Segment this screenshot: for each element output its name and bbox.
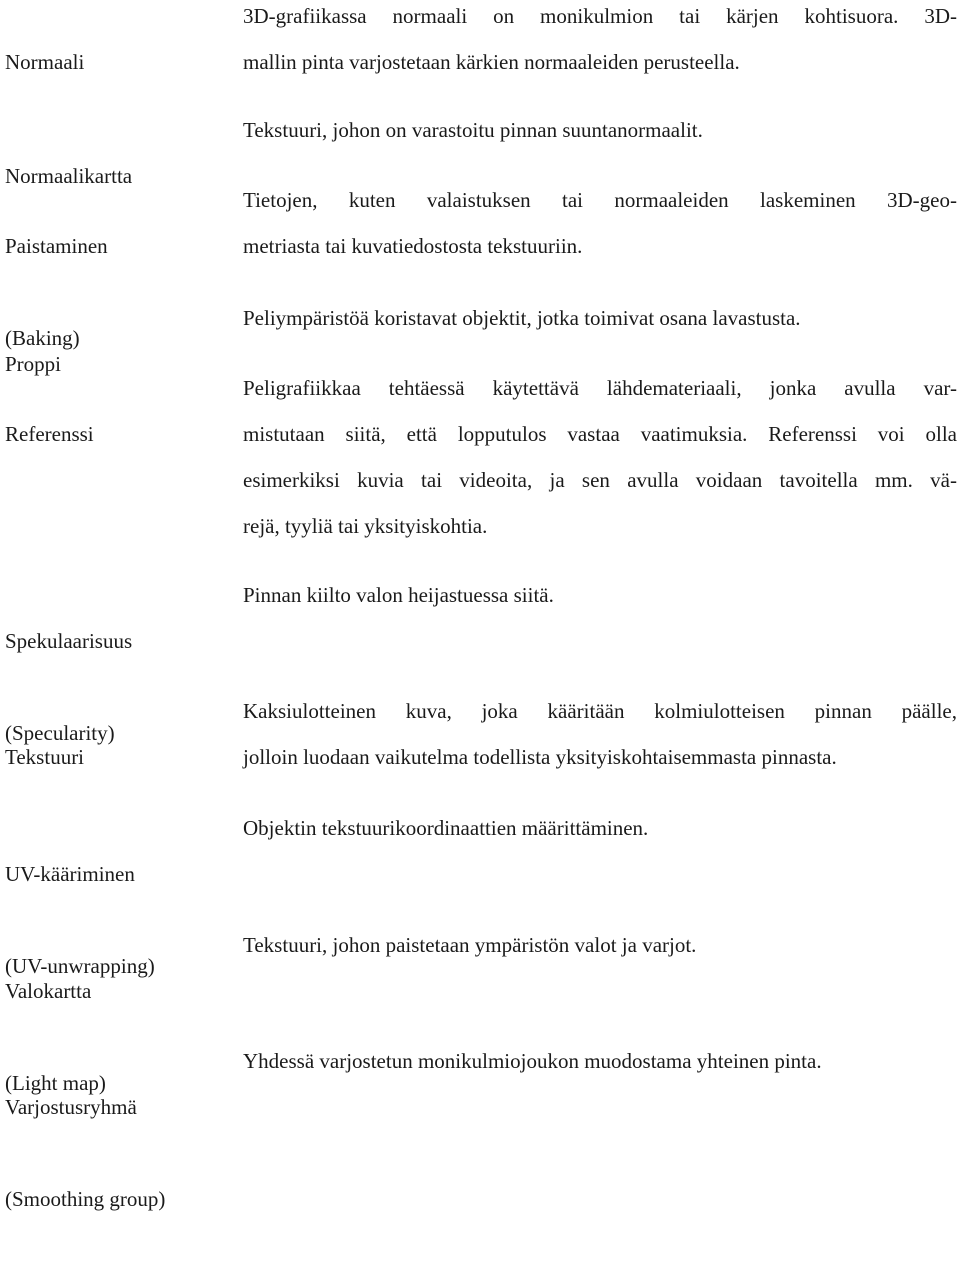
term-line: UV-kääriminen [5, 862, 135, 886]
definition-line: jolloin luodaan vaikutelma todellista yksityiskohtaisemmasta pinnasta. [243, 745, 837, 769]
definition-line: metriasta tai kuvatiedostosta tekstuuriin. [243, 234, 583, 258]
term-line: (Smoothing group) [5, 1187, 166, 1211]
term-line: (Baking) [5, 326, 80, 350]
term-line: Normaali [5, 50, 85, 74]
term-line: Normaalikartta [5, 164, 133, 188]
glossary-definition [243, 0, 957, 85]
definition-line: rejä, tyyliä tai yksityiskohtia. [243, 514, 488, 538]
definition-line: Tekstuuri, johon paistetaan ympäristön valot ja varjot. [243, 933, 697, 957]
definition-line: Yhdessä varjostetun monikulmiojoukon muodostama yhteinen pinta. [243, 1049, 822, 1073]
glossary-definition [243, 295, 957, 341]
glossary-definition [243, 107, 957, 153]
term-line: (Light map) [5, 1071, 106, 1095]
term-line: Referenssi [5, 422, 94, 446]
definition-line: Pinnan kiilto valon heijastuessa siitä. [243, 583, 554, 607]
definition-line: Tekstuuri, johon on varastoitu pinnan suuntanormaalit. [243, 118, 703, 142]
term-line: Varjostusryhmä [5, 1095, 137, 1119]
definition-line: 3D-grafiikassa normaali on monikulmion tai kärjen kohtisuora. 3D- [243, 4, 957, 28]
glossary-definition [243, 177, 957, 269]
term-line: Spekulaarisuus [5, 629, 133, 653]
glossary-definition [243, 1038, 957, 1084]
term-line: Tekstuuri [5, 745, 85, 769]
glossary-definition [243, 805, 957, 851]
definition-line: mistutaan siitä, että lopputulos vastaa vaatimuksia. Referenssi voi olla [243, 422, 957, 446]
definition-line: mallin pinta varjostetaan kärkien normaaleiden perusteella. [243, 50, 740, 74]
glossary-definition [243, 365, 957, 549]
glossary-definition [243, 688, 957, 780]
term-line: Proppi [5, 352, 62, 376]
definition-line: Peliympäristöä koristavat objektit, jotka toimivat osana lavastusta. [243, 306, 801, 330]
definition-line: Objektin tekstuurikoordinaattien määrittäminen. [243, 816, 649, 840]
definition-line: esimerkiksi kuvia tai videoita, ja sen avulla voidaan tavoitella mm. vä- [243, 468, 957, 492]
definition-line: Tietojen, kuten valaistuksen tai normaaleiden laskeminen 3D-geo- [243, 188, 957, 212]
term-line: Valokartta [5, 979, 92, 1003]
glossary-definition [243, 572, 957, 618]
glossary-term [5, 1038, 230, 1268]
term-line: (Specularity) [5, 721, 115, 745]
definition-line: Peligrafiikkaa tehtäessä käytettävä lähdemateriaali, jonka avulla var- [243, 376, 957, 400]
glossary-definition [243, 922, 957, 968]
glossary-term [5, 365, 230, 503]
term-line: (UV-unwrapping) [5, 954, 155, 978]
definition-line: Kaksiulotteinen kuva, joka kääritään kolmiulotteisen pinnan päälle, [243, 699, 957, 723]
term-line: Paistaminen [5, 234, 108, 258]
